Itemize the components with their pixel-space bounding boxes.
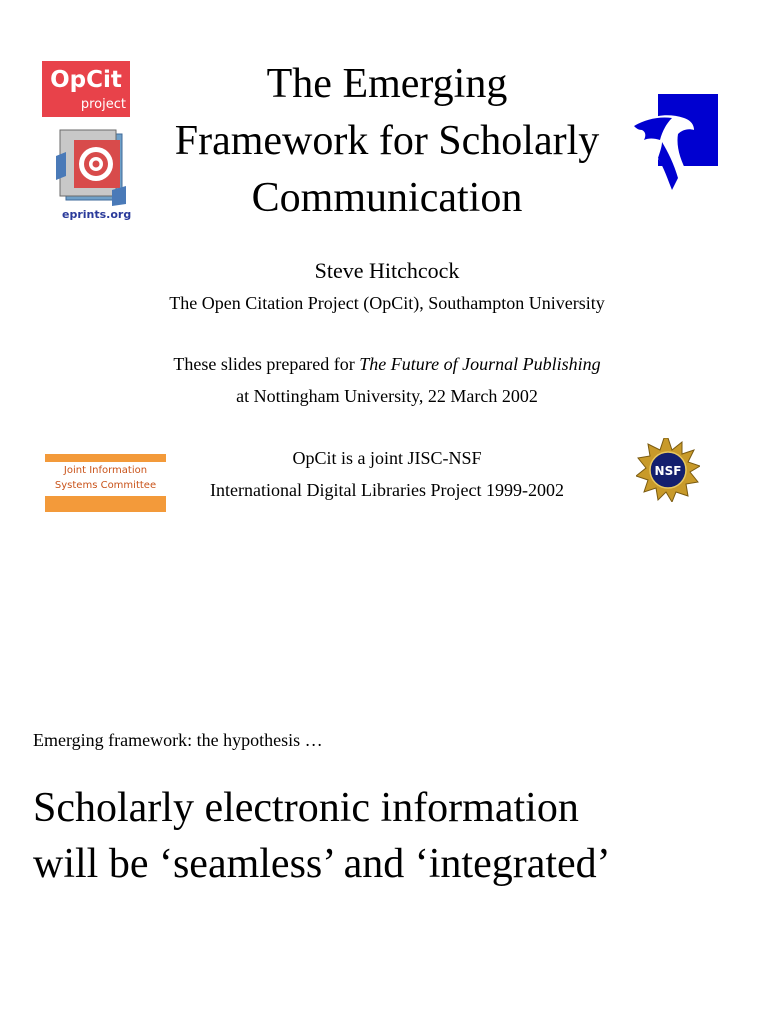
dolphin-icon bbox=[632, 94, 720, 190]
joint-project-line-2: International Digital Libraries Project 1999-2002 bbox=[210, 480, 564, 500]
event-title: The Future of Journal Publishing bbox=[359, 354, 601, 374]
slide-title bbox=[140, 56, 634, 227]
dolphin-logo bbox=[632, 94, 720, 190]
jisc-logo-line-2: Systems Committee bbox=[54, 480, 157, 491]
nsf-logo-text: NSF bbox=[654, 464, 682, 478]
eprints-logo bbox=[52, 126, 134, 222]
affiliation: The Open Citation Project (OpCit), Southampton University bbox=[169, 293, 605, 313]
statement-line-2: will be ‘seamless’ and ‘integrated’ bbox=[33, 841, 611, 887]
opcit-logo-word: OpCit bbox=[50, 67, 122, 93]
title-line-1: The Emerging bbox=[266, 61, 508, 107]
prepared-prefix: These slides prepared for bbox=[173, 354, 360, 374]
title-line-3: Communication bbox=[251, 175, 523, 221]
joint-project-line-1: OpCit is a joint JISC-NSF bbox=[292, 448, 482, 468]
author-name: Steve Hitchcock bbox=[314, 258, 460, 283]
nsf-seal-icon bbox=[636, 438, 700, 502]
nsf-logo bbox=[636, 438, 700, 502]
hypothesis-statement bbox=[33, 780, 753, 892]
opcit-logo-subtext: project bbox=[80, 97, 126, 112]
jisc-logo bbox=[45, 454, 166, 512]
eprints-logo-caption: eprints.org bbox=[62, 208, 132, 221]
hypothesis-subtitle: Emerging framework: the hypothesis … bbox=[33, 730, 323, 750]
opcit-project-logo bbox=[42, 61, 130, 117]
eprints-target-icon bbox=[52, 126, 134, 208]
jisc-logo-line-1: Joint Information bbox=[63, 465, 148, 476]
title-line-2: Framework for Scholarly bbox=[174, 118, 600, 164]
statement-line-1: Scholarly electronic information bbox=[33, 785, 579, 831]
venue-line: at Nottingham University, 22 March 2002 bbox=[236, 386, 538, 406]
prepared-for-line bbox=[90, 352, 684, 376]
